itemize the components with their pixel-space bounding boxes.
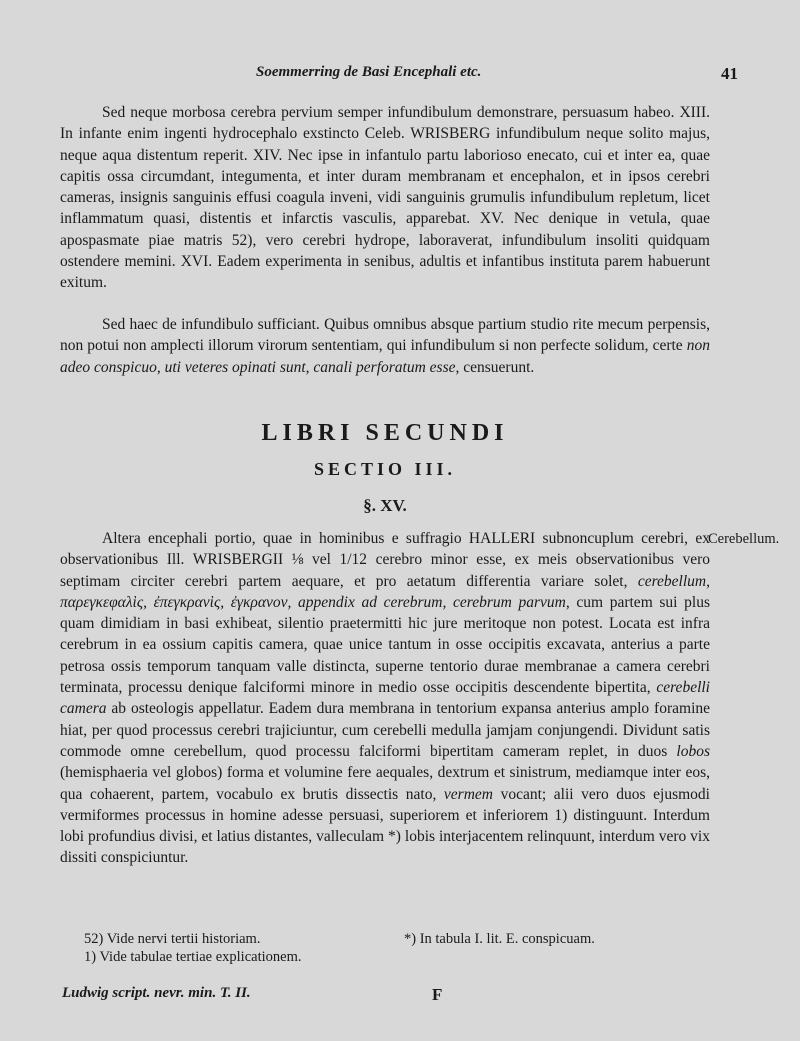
footnote-star: *) In tabula I. lit. E. conspicuam. [404, 931, 595, 947]
p3-text-names: cerebellum, παρεγκεφαλὶς, ἐπεγκρανὶς, ἐγκρανον, appendix ad cerebrum, cerebrum parvum, [60, 572, 710, 611]
footnote-row [84, 930, 704, 948]
footnote-row [84, 948, 704, 966]
paragraph-cerebellum [60, 528, 710, 869]
footnotes [84, 930, 704, 966]
p2-text-italic: non adeo conspicuo, uti veteres opinati sunt, canali perforatum esse [60, 337, 710, 376]
p3-text-a: Altera encephali portio, quae in hominibus e suffragio HALLERI subnoncuplum cerebri, ex observationibus Ill. WRISBERGII ⅛ vel 1/12 cerebro minor esse, ex meis observationibus vero septimam circiter cerebri partem aequare, et pro aetatum differentia variare solet, [60, 530, 710, 590]
paragraph-number-heading: §. XV. [363, 496, 407, 515]
book-heading: LIBRI SECUNDI [261, 420, 509, 446]
signature-line [62, 985, 682, 1002]
p3-text-lobos: lobos [676, 742, 710, 760]
signature-text: Ludwig script. nevr. min. T. II. [62, 985, 251, 1001]
running-title: Soemmerring de Basi Encephali etc. [256, 64, 482, 80]
p3-text-e: ab osteologis appellatur. Eadem dura membrana in tentorium expansa anterius amplo foramine hiat, per quod processus cerebri trajiciuntur, cum cerebelli medulla jamjam conjungendi. Dividunt satis commode omne cerebellum, quod processu falciformi bipertitam cameram replet, in duos [60, 700, 710, 760]
p2-text-c: , censuerunt. [455, 358, 535, 376]
footnote-1: 1) Vide tabulae tertiae explicationem. [84, 949, 302, 965]
p3-text-i: vocant; alii vero duos ejusmodi vermiformes processus in homine adesse persuasi, superiorem et inferiorem 1) distinguunt. Interdum lobi profundius divisi, et latius distantes, valleculam *) lobis interjacentem relinquunt, interdum vero vix dissiti conspiciuntur. [60, 785, 710, 867]
signature-mark: F [432, 985, 443, 1004]
paragraph-infundibulum-observations: Sed neque morbosa cerebra pervium semper infundibulum demonstrare, persuasum habeo. XIII. In infante enim ingenti hydrocephalo exstincto Celeb. WRISBERG infundibulum neque solito majus, neque aqua distentum reperit. XIV. Nec ipse in infantulo partu laborioso enecato, cui et inter ea, quae capitis ossa circumdant, integumenta, et inter duram membranam et encephalon, et in ipsos cerebri cameras, insignis sanguinis effusi coagula inveni, vidi sanguinis grumulis infundibulum repletum, licet inflammatum quasi, distentis et infarctis vasculis, apparebat. XV. Nec denique in vetula, quae apospasmate piae matris 52), vero cerebri hydrope, laboraverat, infundibulum insoliti quidquam ostendere memini. XVI. Eadem experimenta in senibus, adultis et infantibus instituta parem habuerunt exitum. [60, 104, 710, 292]
p2-text-a: Sed haec de infundibulo sufficiant. Quibus omnibus absque partium studio rite mecum perpensis, non potui non amplecti illorum virorum sententiam, qui infundibulum si non perfecte solidum, certe [60, 316, 710, 355]
p3-text-g: (hemisphaeria vel globos) forma et volumine fere aequales, dextrum et sinistrum, mediamque inter eos, qua cohaerent, partem, vocabulo ex brutis dissectis nato, [60, 764, 710, 803]
p3-text-vermem: vermem [443, 785, 493, 803]
page-header [60, 62, 740, 86]
footnote-52: 52) Vide nervi tertii historiam. [84, 931, 261, 947]
paragraph-infundibulum-conclusion [60, 314, 710, 378]
page-number: 41 [721, 64, 738, 83]
p3-text-camera: cerebelli camera [60, 679, 710, 718]
p3-text-c: cum partem sui plus quam dimidiam in basi exhibeat, silentio praetermitti hic jure meritoque non potest. Locata est infra cerebrum in ea ossium capitis camera, quae unice tantum in osse occipitis excavata, anterius a parte petrosa ossis temporum tanquam valle distincta, superne tentorio durae membranae a camera cerebri terminata, processu denique falciformi minore in medio osse occipitis descendente bipertita, [60, 593, 710, 697]
margin-note-cerebellum: Cerebellum. [708, 531, 780, 547]
section-heading: SECTIO III. [313, 459, 457, 479]
